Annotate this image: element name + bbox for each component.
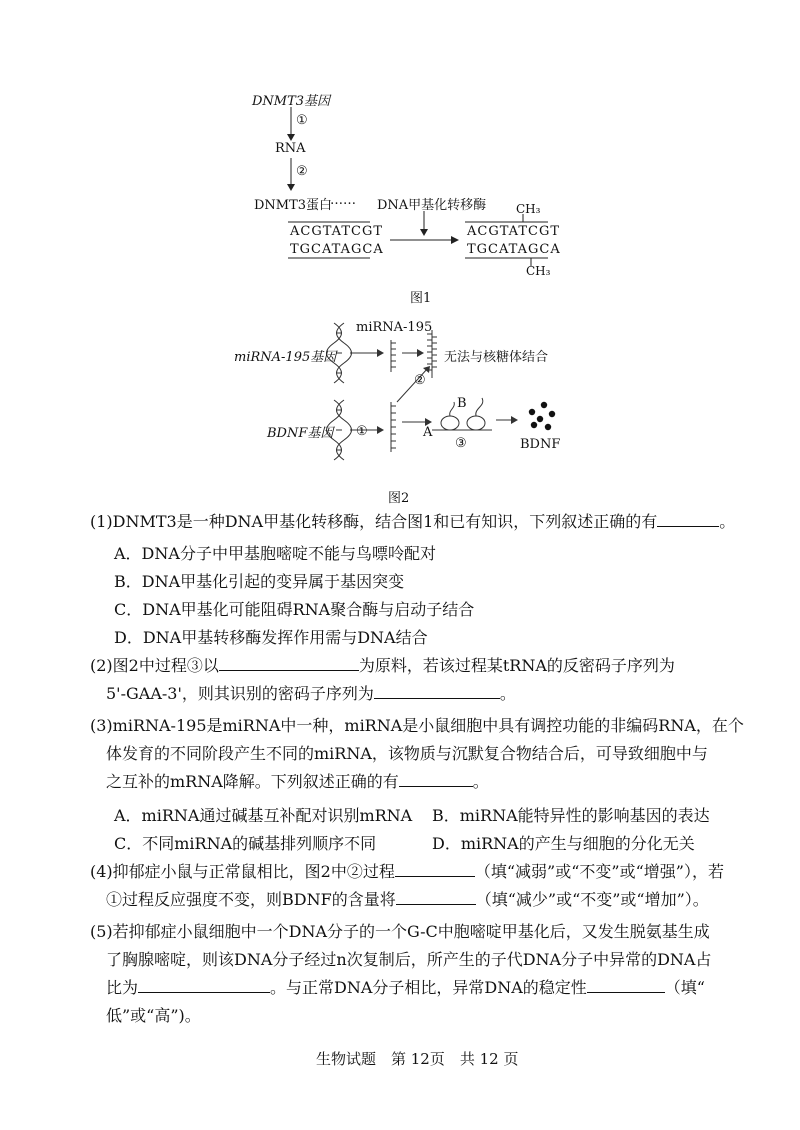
- fig1-dots: ……: [330, 193, 356, 208]
- q2-part1: (2)图2中过程③以: [90, 656, 219, 675]
- fig1-rna-label: RNA: [275, 141, 306, 156]
- ribosome-2: [467, 416, 485, 430]
- q4-blank-content[interactable]: [396, 886, 476, 905]
- q5-line3: [106, 974, 705, 1002]
- q3-answer-blank[interactable]: [399, 768, 473, 787]
- fig1-step2-label: ②: [296, 164, 308, 179]
- fig2-caption: 图2: [388, 491, 410, 506]
- bdnf-protein-dots: [529, 402, 555, 430]
- q3-option-d: D．miRNA的产生与细胞的分化无关: [432, 834, 695, 853]
- q5-line2: 了胸腺嘧啶，则该DNA分子经过n次复制后，所产生的子代DNA分子中异常的DNA占: [106, 950, 712, 969]
- q3-option-b: B．miRNA能特异性的影响基因的表达: [432, 806, 710, 825]
- q2-end: 。: [499, 684, 516, 703]
- fig2-label-a: A: [423, 425, 433, 440]
- q5-blank-ratio[interactable]: [138, 974, 270, 993]
- q2-part2: 为原料，若该过程某tRNA的反密码子序列为: [358, 656, 675, 675]
- fig1-strand-bottom-left: TGCATAGCA: [290, 242, 384, 257]
- fig1-caption: 图1: [410, 291, 432, 306]
- q4-line1: [90, 858, 724, 886]
- q2-part3: 5'-GAA-3'，则其识别的密码子序列为: [106, 684, 374, 703]
- fig1-protein-label: DNMT3蛋白: [254, 198, 333, 213]
- polypeptide-2: [476, 398, 483, 416]
- q3-option-c: C．不同miRNA的碱基排列顺序不同: [114, 834, 377, 853]
- fig1-strand-bottom-right: TGCATAGCA: [467, 242, 561, 257]
- fig1-methyl-top: CH₃: [516, 202, 541, 216]
- q4-part2: （填“减弱”或“不变”或“增强”），若: [474, 862, 724, 881]
- q1-stem-text: (1)DNMT3是一种DNA甲基化转移酶，结合图1和已有知识，下列叙述正确的有: [90, 512, 658, 531]
- enzyme-arrow-head: [420, 229, 428, 236]
- q5-line1: (5)若抑郁症小鼠细胞中一个DNA分子的一个G-C中胞嘧啶甲基化后，又发生脱氨基生成: [90, 922, 710, 941]
- fig2-step1-label: ①: [356, 424, 368, 439]
- reaction-arrow-head: [451, 236, 459, 244]
- q3-end: 。: [472, 772, 489, 791]
- q3-line3-text: 之互补的mRNA降解。下列叙述正确的有: [106, 772, 399, 791]
- fig1-gene-label: DNMT3基因: [252, 94, 331, 109]
- q1-option-b: B．DNA甲基化引起的变异属于基因突变: [114, 572, 405, 591]
- arrow-step2-head: [287, 184, 295, 191]
- q3-line3: [106, 768, 489, 796]
- q3-option-a: A．miRNA通过碱基互补配对识别mRNA: [114, 806, 413, 825]
- mirna-strand: [391, 340, 396, 372]
- q5-blank-stability[interactable]: [587, 974, 665, 993]
- figure-1-diagram: [0, 0, 800, 520]
- fig2-mirna-gene-label: miRNA-195基因: [234, 350, 337, 365]
- q1-option-c: C．DNA甲基化可能阻碍RNA聚合酶与启动子结合: [114, 600, 475, 619]
- bdnf-mrna-strand: [391, 402, 396, 452]
- q4-part4: （填“减少”或“不变”或“增加”）。: [475, 890, 709, 909]
- ribosome-1: [441, 416, 459, 430]
- q2-line1: [90, 652, 675, 680]
- q4-part1: (4)抑郁症小鼠与正常鼠相比，图2中②过程: [90, 862, 395, 881]
- page-footer: 生物试题 第 12页 共 12 页: [316, 1050, 519, 1068]
- q5-part3b: 。与正常DNA分子相比，异常DNA的稳定性: [270, 978, 587, 997]
- q3-line1: (3)miRNA-195是miRNA中一种，miRNA是小鼠细胞中具有调控功能的非编码RNA，在个: [90, 716, 744, 735]
- q2-blank-material[interactable]: [219, 652, 359, 671]
- q2-blank-codon[interactable]: [374, 680, 500, 699]
- fig2-step2-label: ②: [414, 373, 426, 388]
- fig1-enzyme-label: DNA甲基化转移酶: [377, 198, 487, 213]
- fig1-strand-top-right: ACGTATCGT: [467, 224, 561, 239]
- q5-line4: 低”或“高”)。: [106, 1006, 201, 1025]
- fig2-label-b: B: [457, 396, 467, 411]
- arrow-step1-head: [287, 134, 295, 141]
- fig1-step1-label: ①: [296, 113, 308, 128]
- fig2-product-label: BDNF: [520, 437, 561, 452]
- q1-answer-blank[interactable]: [657, 508, 719, 527]
- q1-stem: [90, 508, 735, 536]
- q4-blank-process[interactable]: [395, 858, 475, 877]
- q1-option-d: D．DNA甲基转移酶发挥作用需与DNA结合: [114, 628, 428, 647]
- q4-line2: [106, 886, 709, 914]
- fig2-bdnf-gene-label: BDNF基因: [267, 426, 334, 441]
- q2-line2: [106, 680, 516, 708]
- polypeptide-1: [450, 402, 455, 416]
- q3-line2: 体发育的不同阶段产生不同的miRNA，该物质与沉默复合物结合后，可导致细胞中与: [106, 744, 708, 763]
- q1-option-a: A．DNA分子中甲基胞嘧啶不能与鸟嘌呤配对: [114, 544, 436, 563]
- fig2-step3-label: ③: [455, 436, 467, 451]
- fig1-strand-top-left: ACGTATCGT: [290, 224, 384, 239]
- q5-part3c: （填“: [664, 978, 705, 997]
- fig1-methyl-bottom: CH₃: [526, 264, 551, 278]
- q5-part3a: 比为: [106, 978, 139, 997]
- q4-part3: ①过程反应强度不变，则BDNF的含量将: [106, 890, 396, 909]
- fig2-mirna-label: miRNA-195: [356, 320, 433, 335]
- q1-stem-end: 。: [719, 512, 736, 531]
- fig2-no-bind-label: 无法与核糖体结合: [444, 350, 549, 365]
